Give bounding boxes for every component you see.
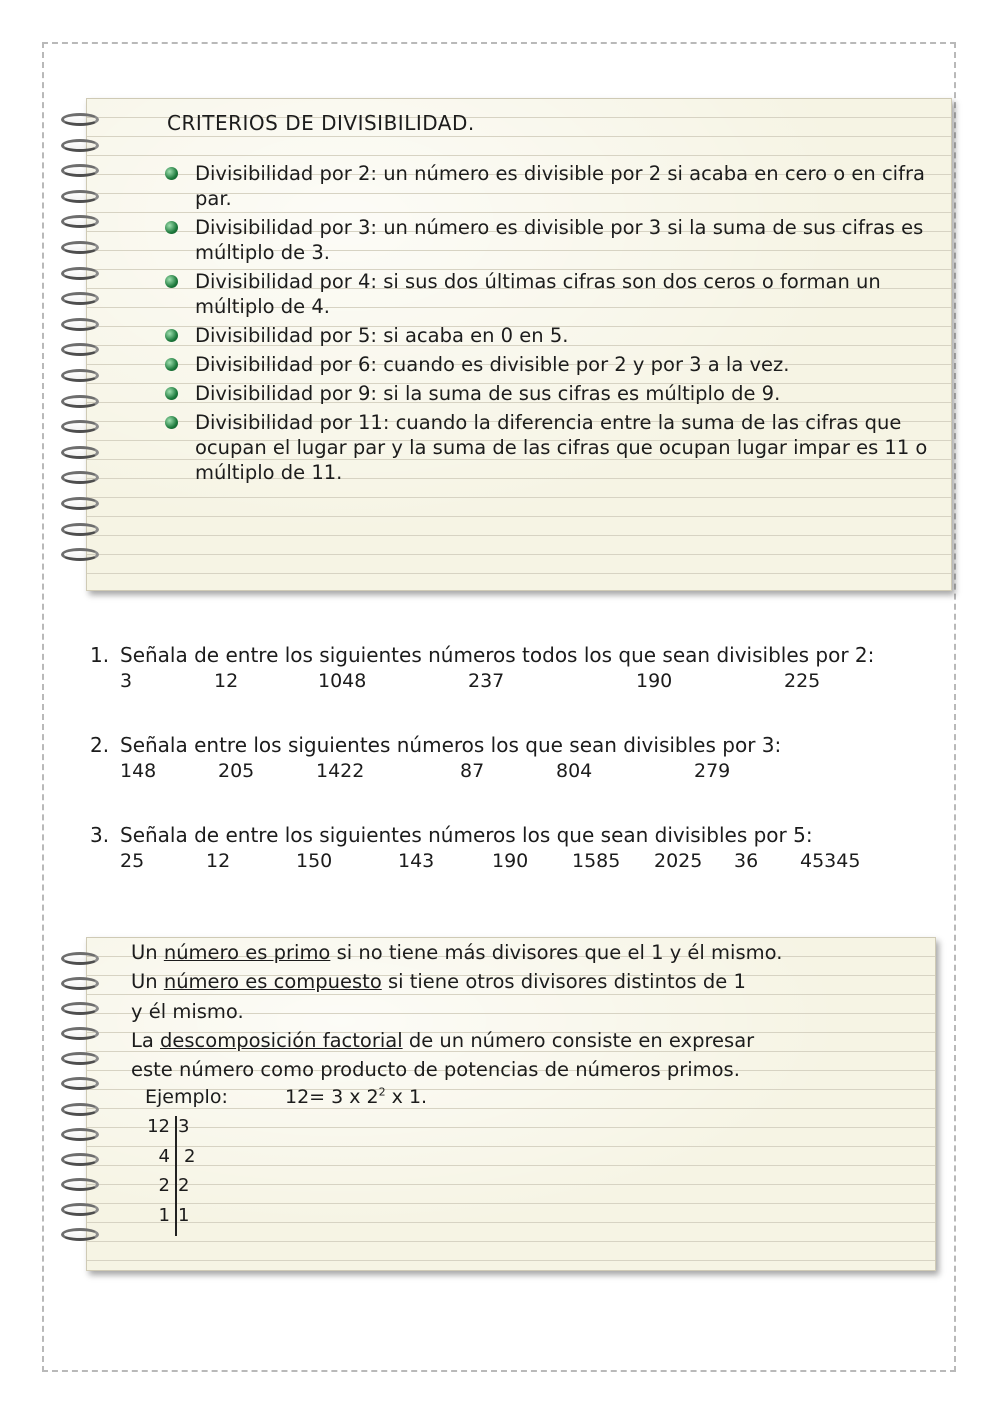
bullet-icon [165,221,178,234]
factorization-table [147,1116,207,1234]
criteria-item: Divisibilidad por 11: cuando la diferencia entre la suma de las cifras que ocupan el lugar par y la suma de las cifras que ocupan lugar impar es 11 o múltiplo de 11. [195,410,935,485]
number-option[interactable]: 3 [120,670,133,692]
number-option[interactable]: 1048 [318,670,367,692]
number-option[interactable]: 36 [734,850,759,872]
number-option[interactable]: 237 [468,670,505,692]
bullet-icon [165,387,178,400]
criteria-item: Divisibilidad por 5: si acaba en 0 en 5. [195,323,935,348]
exercise-number: 1. [90,643,110,667]
bullet-icon [165,167,178,180]
bullet-icon [165,358,178,371]
number-options [120,760,950,788]
criteria-item: Divisibilidad por 6: cuando es divisible por 2 y por 3 a la vez. [195,352,935,377]
exercise-3 [90,820,950,878]
number-option[interactable]: 190 [492,850,529,872]
exercise-number: 2. [90,733,110,757]
example-expression: 12= 3 x $2^2$ x 1. [285,1086,428,1109]
number-option[interactable]: 87 [460,760,485,782]
exercise-number: 3. [90,823,110,847]
spiral-binding [61,952,109,1253]
bullet-icon [165,275,178,288]
compuesto-definition-cont: y él mismo. [131,999,244,1023]
compuesto-definition: Un número es compuesto si tiene otros divisores distintos de 1 [131,970,746,994]
number-option[interactable]: 148 [120,760,157,782]
factorization-row: 4 2 [158,1145,196,1167]
number-option[interactable]: 225 [784,670,821,692]
exercise-question: Señala de entre los siguientes números los que sean divisibles por 5: [120,823,813,847]
primo-term: número es primo [163,941,331,964]
number-option[interactable]: 205 [218,760,255,782]
criteria-notebook [86,98,952,591]
descomposicion-term: descomposición factorial [160,1028,403,1052]
number-option[interactable]: 190 [636,670,673,692]
theory-notebook [86,937,936,1271]
number-option[interactable]: 25 [120,850,145,872]
number-option[interactable]: 12 [206,850,231,872]
number-option[interactable]: 1422 [316,760,365,782]
number-options [120,670,950,698]
number-option[interactable]: 12 [214,670,239,692]
descomposicion-definition: La descomposición factorial de un número consiste en expresar [131,1028,755,1052]
theory-text [131,938,931,1084]
criteria-title: CRITERIOS DE DIVISIBILIDAD. [167,111,475,135]
bullet-icon [165,329,178,342]
criteria-list [195,161,935,489]
descomposicion-definition-cont: este número como producto de potencias de números primos. [131,1058,740,1082]
factorization-row: 12 3 [147,1116,190,1137]
example-label: Ejemplo: [145,1086,228,1109]
number-option[interactable]: 150 [296,850,333,872]
example [145,1086,427,1108]
number-option[interactable]: 45345 [800,850,861,872]
number-option[interactable]: 279 [694,760,731,782]
spiral-binding [61,113,109,574]
exercise-2 [90,730,950,788]
number-option[interactable]: 2025 [654,850,703,872]
criteria-item: Divisibilidad por 9: si la suma de sus cifras es múltiplo de 9. [195,381,935,406]
number-option[interactable]: 143 [398,850,435,872]
compuesto-term: número es compuesto [163,970,382,994]
exercise-question: Señala de entre los siguientes números todos los que sean divisibles por 2: [120,643,875,667]
exercise-1 [90,640,950,698]
number-option[interactable]: 804 [556,760,593,782]
criteria-item: Divisibilidad por 3: un número es divisible por 3 si la suma de sus cifras es múltiplo de 3. [195,215,935,265]
criteria-item: Divisibilidad por 2: un número es divisible por 2 si acaba en cero o en cifra par. [195,161,935,211]
number-options [120,850,950,878]
exercises [90,640,950,910]
exercise-question: Señala entre los siguientes números los que sean divisibles por 3: [120,733,782,757]
factorization-row: 2 2 [158,1175,190,1196]
primo-definition: Un número es primo si no tiene más divisores que el 1 y él mismo. [131,941,783,964]
number-option[interactable]: 1585 [572,850,621,872]
criteria-item: Divisibilidad por 4: si sus dos últimas cifras son dos ceros o forman un múltiplo de 4. [195,269,935,319]
factorization-row: 1 1 [158,1204,190,1226]
bullet-icon [165,416,178,429]
